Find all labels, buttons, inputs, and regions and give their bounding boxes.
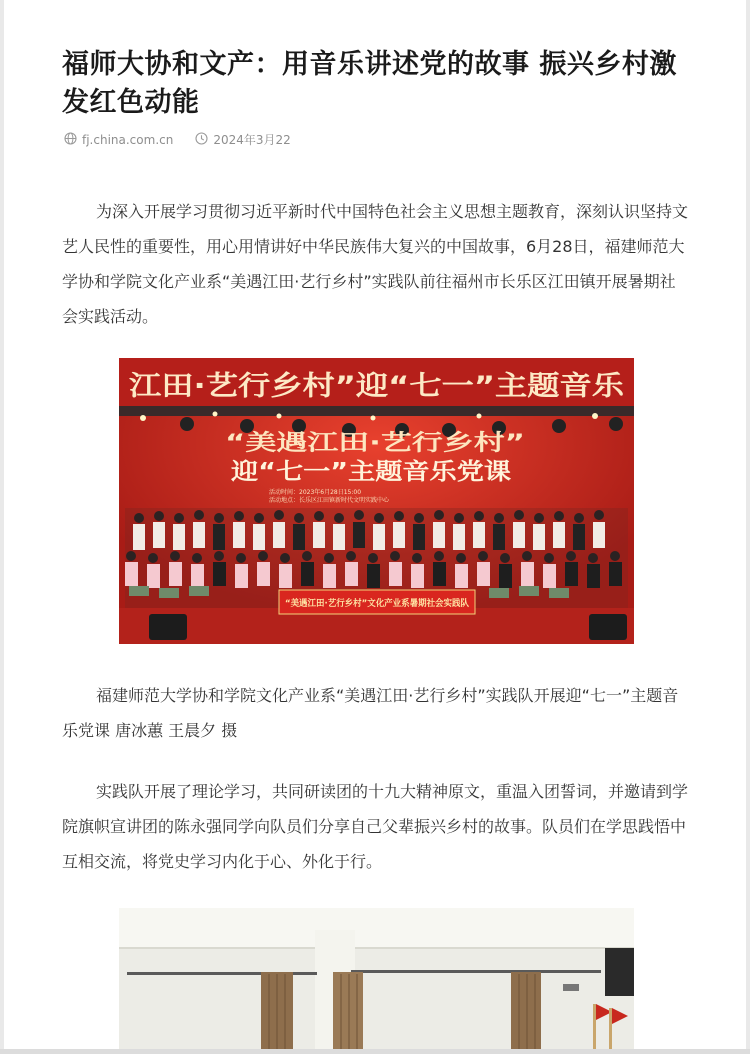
stage-info-line1: 活动时间：2023年6月28日15:00 [269, 489, 362, 496]
article-meta [64, 131, 313, 148]
group-banner-text: “美遇江田·艺行乡村”文化产业系暑期社会实践队 [285, 599, 481, 609]
date-text: 2024年3月22 [213, 133, 291, 147]
page-frame-right [746, 0, 750, 1054]
stage-title-line1: “美遇江田·艺行乡村” [225, 431, 439, 456]
source-meta [64, 132, 173, 148]
photo-classroom [119, 908, 634, 1050]
paragraph-practice: 实践队开展了理论学习，共同研读团的十九大精神原文，重温入团誓词，并邀请到学院旗帜宣讲团的陈永强同学向队员们分享自己父辈振兴乡村的故事。队员们在学思践悟中互相交流，将党史学习内化于心、外化于行。 [62, 782, 689, 871]
clock-icon [195, 132, 213, 148]
page-frame-bottom [0, 1049, 750, 1054]
globe-icon [64, 132, 82, 148]
source-text[interactable]: fj.china.com.cn [82, 132, 174, 147]
top-banner-text: 江田·艺行乡村”迎“七一”主题音乐 [129, 371, 544, 402]
photo-stage-group [119, 358, 634, 644]
page-frame-left [0, 0, 4, 1054]
article-title: 福师大协和文产：用音乐讲述党的故事 振兴乡村激发红色动能 [62, 49, 677, 118]
stage-info-line2: 活动地点：长乐区江田镇新时代文明实践中心 [269, 497, 390, 504]
date-meta [195, 131, 290, 148]
stage-title-line2: 迎“七一”主题音乐党课 [231, 459, 469, 485]
photo-caption: 福建师范大学协和学院文化产业系“美遇江田·艺行乡村”实践队开展迎“七一”主题音乐党课 唐冰蕙 王晨夕 摄 [62, 686, 679, 740]
paragraph-intro: 为深入开展学习贯彻习近平新时代中国特色社会主义思想主题教育，深刻认识坚持文艺人民性的重要性，用心用情讲好中华民族伟大复兴的中国故事，6月28日，福建师范大学协和学院文化产业系“美遇江田·艺行乡村”实践队前往福州市长乐区江田镇开展暑期社会实践活动。 [62, 202, 689, 326]
